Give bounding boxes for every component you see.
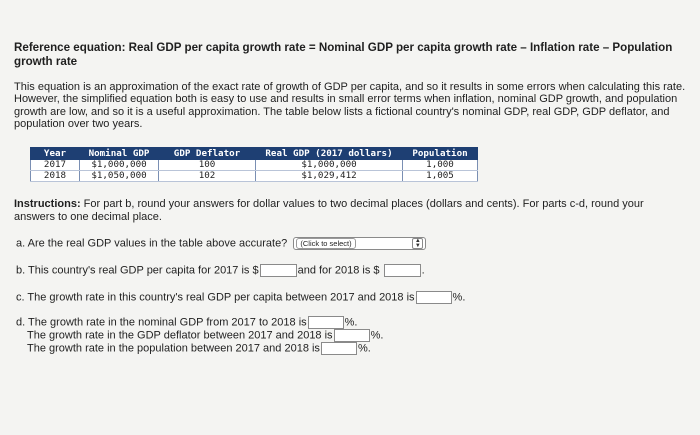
header-gdp-deflator: GDP Deflator	[159, 148, 256, 160]
gdp-deflator-growth-input[interactable]	[334, 329, 370, 342]
population-growth-input[interactable]	[321, 342, 357, 355]
up-down-chevron-icon: ▲ ▼	[412, 238, 423, 249]
cell-year: 2017	[31, 160, 80, 171]
question-c	[16, 291, 465, 304]
question-a	[16, 237, 426, 250]
question-c-suffix: %.	[452, 291, 466, 304]
instructions-text: For part b, round your answers for dollar values to two decimal places (dollars and cents). For parts c-d, round your answers to one decimal place.	[14, 198, 644, 223]
question-d-line2	[27, 329, 383, 342]
question-b-text-2: and for 2018 is $	[297, 264, 380, 277]
question-b-text-3: .	[421, 264, 425, 277]
instructions-label: Instructions:	[14, 198, 81, 210]
question-d-line1	[16, 316, 358, 329]
cell-nominal-gdp: $1,000,000	[80, 160, 159, 171]
accuracy-select[interactable]	[293, 237, 426, 250]
question-d-line3	[27, 342, 371, 355]
cell-real-gdp: $1,000,000	[256, 160, 403, 171]
header-year: Year	[31, 148, 80, 160]
cell-gdp-deflator: 102	[159, 171, 256, 182]
question-c-text: c. The growth rate in this country's real GDP per capita between 2017 and 2018 is	[16, 291, 415, 304]
reference-equation: Reference equation: Real GDP per capita growth rate = Nominal GDP per capita growth rate – Inflation rate – Population growth rate	[14, 41, 673, 68]
header-nominal-gdp: Nominal GDP	[80, 148, 159, 160]
cell-nominal-gdp: $1,050,000	[80, 171, 159, 182]
select-placeholder: (Click to select)	[296, 238, 355, 249]
question-b	[16, 264, 425, 277]
table-header-row	[31, 148, 478, 160]
cell-population: 1,000	[403, 160, 478, 171]
table-row	[31, 171, 478, 182]
cell-population: 1,005	[403, 171, 478, 182]
question-d-suffix-1: %.	[344, 316, 358, 329]
question-d-suffix-2: %.	[370, 329, 384, 342]
intro-paragraph: This equation is an approximation of the exact rate of growth of GDP per capita, and so it results in some errors when calculating this rate. However, the simplified equation both is easy to use and results in small error terms when inflation, nominal GDP growth, and population growth are low, and so it is a useful approximation. The table below lists a fictional country's nominal GDP, real GDP, GDP deflator, and population over two years.	[14, 81, 686, 131]
cell-gdp-deflator: 100	[159, 160, 256, 171]
gdp-table	[30, 147, 478, 182]
real-gdp-per-capita-growth-input[interactable]	[416, 291, 452, 304]
instructions	[14, 198, 674, 223]
question-d-line1-text: d. The growth rate in the nominal GDP from 2017 to 2018 is	[16, 316, 307, 329]
header-real-gdp: Real GDP (2017 dollars)	[256, 148, 403, 160]
question-d-suffix-3: %.	[357, 342, 371, 355]
cell-real-gdp: $1,029,412	[256, 171, 403, 182]
real-gdp-per-capita-2018-input[interactable]	[384, 264, 421, 277]
question-d-line2-text: The growth rate in the GDP deflator between 2017 and 2018 is	[27, 329, 333, 342]
table-row	[31, 160, 478, 171]
nominal-gdp-growth-input[interactable]	[308, 316, 344, 329]
question-b-text-1: b. This country's real GDP per capita for 2017 is $	[16, 264, 259, 277]
question-a-text: a. Are the real GDP values in the table above accurate?	[16, 237, 288, 250]
header-population: Population	[403, 148, 478, 160]
real-gdp-per-capita-2017-input[interactable]	[260, 264, 297, 277]
question-d-line3-text: The growth rate in the population between 2017 and 2018 is	[27, 342, 320, 355]
cell-year: 2018	[31, 171, 80, 182]
